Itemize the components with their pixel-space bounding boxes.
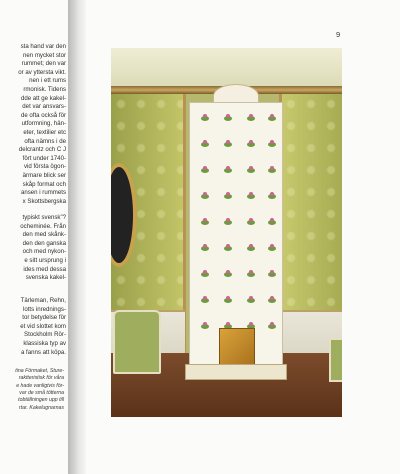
photograph-tiled-stove-room bbox=[111, 48, 342, 417]
text-line: vid första ögon- bbox=[23, 163, 66, 171]
rose-tile-motif bbox=[267, 217, 277, 227]
text-line: tor betydelse för bbox=[22, 314, 66, 322]
rose-tile-motif bbox=[200, 191, 210, 201]
text-line: Tärleman, Rehn, bbox=[20, 297, 66, 304]
rose-tile-motif bbox=[246, 191, 256, 201]
rose-tile-motif bbox=[246, 113, 256, 123]
text-line: raktteristisk för våra bbox=[18, 375, 64, 382]
rose-tile-motif bbox=[223, 165, 233, 175]
text-line: lotts inrednings- bbox=[22, 305, 66, 313]
text-line: x Skottsbergska bbox=[22, 197, 66, 205]
rose-tile-motif bbox=[246, 243, 256, 253]
rose-tile-motif bbox=[200, 217, 210, 227]
text-line: et vid slottet kom bbox=[20, 322, 66, 330]
text-line: var de små tötterna bbox=[19, 389, 64, 396]
rose-tile-motif bbox=[200, 321, 210, 331]
rose-tile-motif bbox=[267, 269, 277, 279]
text-line: ofta nämns i de bbox=[24, 137, 66, 145]
rose-tile-motif bbox=[267, 191, 277, 201]
rose-tile-motif bbox=[267, 113, 277, 123]
tiled-stove bbox=[185, 84, 285, 390]
text-line: ärmare blick ser bbox=[22, 172, 66, 179]
text-line: fört under 1740- bbox=[22, 154, 66, 162]
stove-base bbox=[185, 364, 287, 380]
text-line: sta hand var den bbox=[20, 43, 66, 50]
text-line: de ofta också för bbox=[20, 111, 66, 119]
stove-body bbox=[189, 102, 283, 366]
rose-tile-motif bbox=[267, 139, 277, 149]
text-line: det var ansvars- bbox=[22, 103, 66, 111]
rose-tile-motif bbox=[200, 295, 210, 305]
text-line: tobtällningen upp till bbox=[18, 397, 64, 404]
text-line: klassiska typ av bbox=[23, 340, 66, 347]
text-line: den med skånk- bbox=[22, 231, 66, 239]
text-line: e hade vanligtvis för- bbox=[16, 382, 64, 389]
rose-tile-motif bbox=[267, 295, 277, 305]
left-page bbox=[0, 0, 68, 474]
rose-tile-motif bbox=[267, 321, 277, 331]
rose-tile-motif bbox=[246, 295, 256, 305]
text-line: a fanns att köpa. bbox=[20, 348, 66, 356]
rose-tile-motif bbox=[267, 165, 277, 175]
text-line: ansen i rummets bbox=[20, 189, 66, 197]
rose-tile-motif bbox=[223, 113, 233, 123]
text-line: eter, textilier etc bbox=[23, 129, 66, 136]
rose-tile-motif bbox=[267, 243, 277, 253]
text-line: Stockholm Rör- bbox=[24, 331, 66, 339]
text-line: ides med dessa bbox=[23, 265, 66, 273]
text-line: skåp format och bbox=[22, 180, 66, 188]
right-chair bbox=[329, 338, 342, 382]
left-chair bbox=[113, 310, 161, 374]
rose-tile-motif bbox=[246, 165, 256, 175]
text-line: utformning, hän- bbox=[21, 120, 66, 128]
text-line: or av yttersta vikt. bbox=[18, 68, 66, 76]
rose-tile-motif bbox=[223, 269, 233, 279]
rose-tile-motif bbox=[246, 139, 256, 149]
text-line: tina Förmaket, Sture- bbox=[15, 368, 64, 374]
rose-tile-motif bbox=[223, 295, 233, 305]
text-line: typiskt svensk"? bbox=[22, 214, 66, 221]
text-line: delcrantz och C J bbox=[18, 146, 66, 154]
brass-stove-door bbox=[219, 328, 255, 366]
text-line: nen mycket stor bbox=[22, 51, 66, 59]
rose-tile-motif bbox=[223, 217, 233, 227]
rose-tile-motif bbox=[200, 269, 210, 279]
rose-tile-motif bbox=[223, 191, 233, 201]
text-line: rummet; den var bbox=[21, 60, 66, 68]
text-line: e sitt ursprung i bbox=[24, 257, 66, 264]
book-gutter bbox=[68, 0, 86, 474]
text-line: ocheminée. Från bbox=[20, 222, 66, 230]
rose-tile-motif bbox=[200, 139, 210, 149]
text-line: svenska kakel- bbox=[25, 274, 66, 282]
text-line: rmonisk. Tidens bbox=[23, 86, 66, 93]
rose-tile-motif bbox=[246, 217, 256, 227]
rose-tile-motif bbox=[223, 139, 233, 149]
text-line: dde att ge kakel- bbox=[20, 94, 66, 102]
rose-tile-motif bbox=[200, 113, 210, 123]
rose-tile-motif bbox=[223, 243, 233, 253]
text-line: och med nykon- bbox=[22, 248, 66, 256]
rose-tile-motif bbox=[200, 165, 210, 175]
text-line: den den ganska bbox=[22, 239, 66, 247]
text-line: nen i ett rums bbox=[29, 77, 66, 85]
rose-tile-motif bbox=[200, 243, 210, 253]
rose-tile-motif bbox=[246, 269, 256, 279]
page-number: 9 bbox=[336, 30, 341, 39]
text-line: rtar. Kakelugnarnas bbox=[18, 404, 64, 411]
